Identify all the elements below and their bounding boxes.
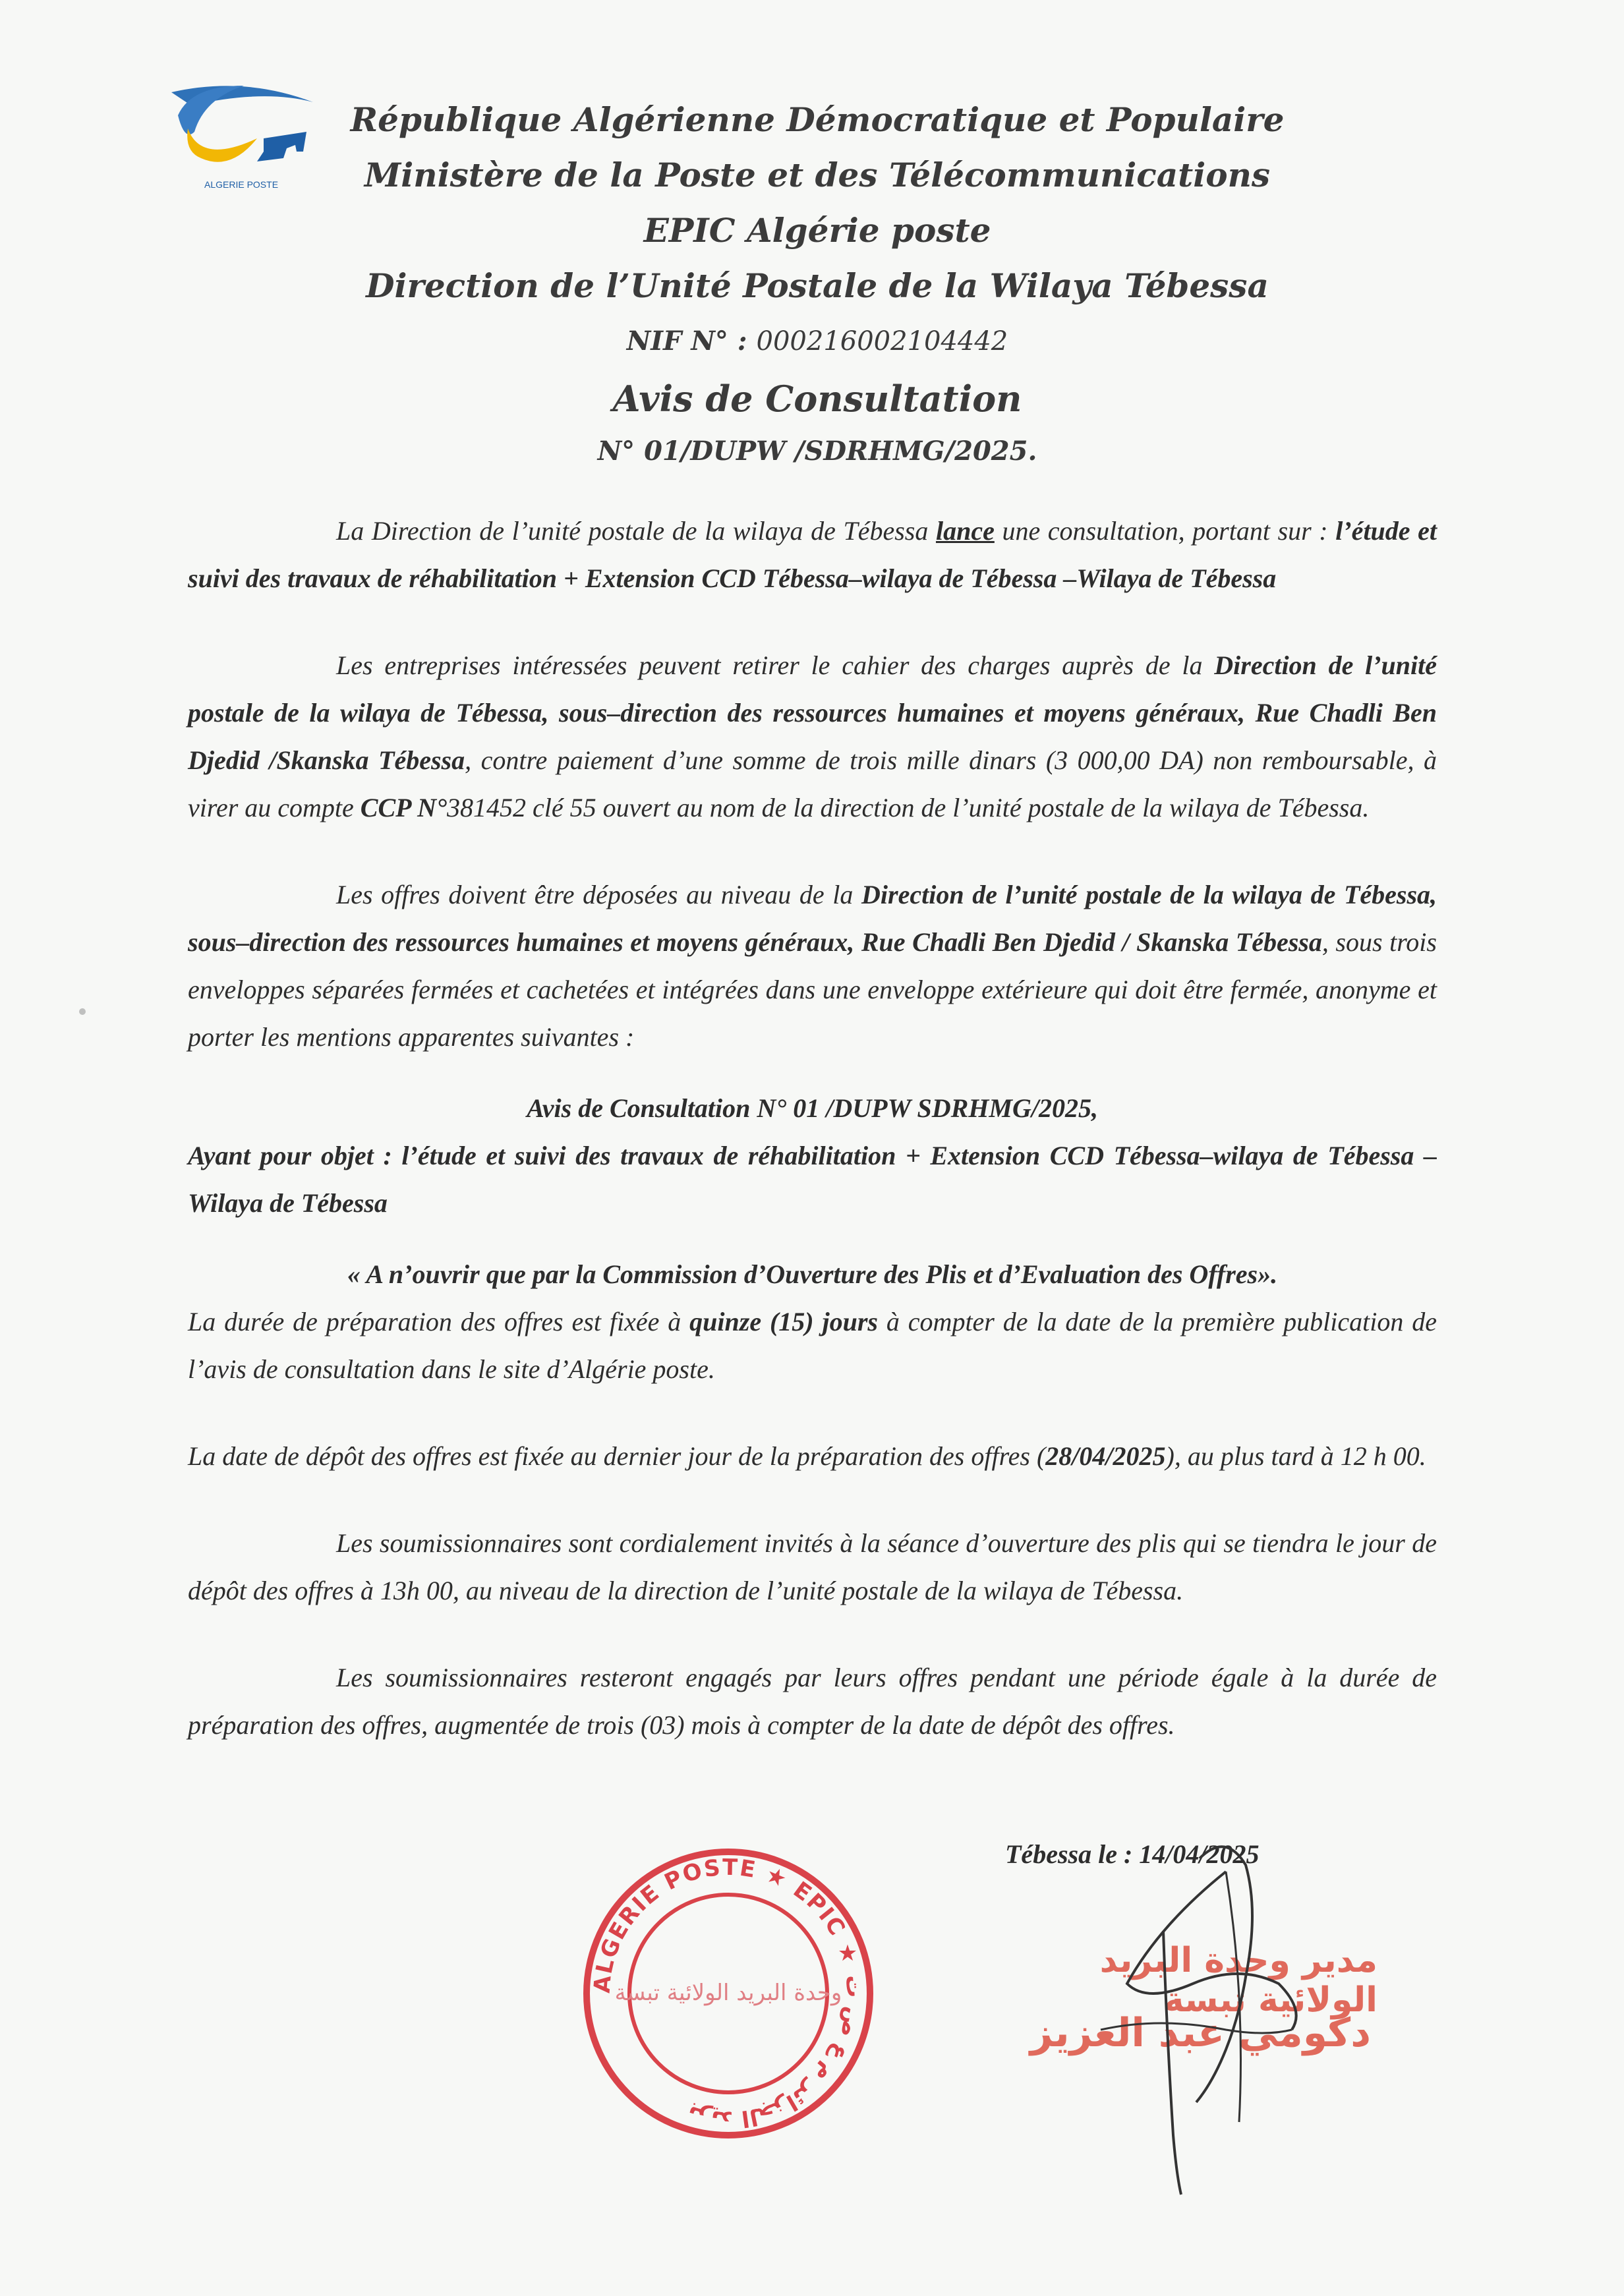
p2-text-c: 381452 clé 55 ouvert au nom de la direction de l’unité postale de la wilaya de Tébessa. [446, 793, 1370, 822]
nif-value: 000216002104442 [756, 326, 1008, 357]
nif-line [277, 314, 1358, 369]
p3-text-b: , sous trois enveloppes séparées fermées et cachetées et intégrées dans une enveloppe extérieure qui doit être fermée, anonyme et porter les mentions apparentes suivantes : [188, 927, 1437, 1052]
mention-ref-text: Avis de Consultation N° 01 /DUPW SDRHMG/2025, [527, 1093, 1098, 1123]
paragraph-2 [188, 642, 1437, 832]
official-stamp [580, 1845, 877, 2142]
p3-address: Direction de l’unité postale de la wilaya de Tébessa, sous–direction des ressources humaines et moyens généraux, Rue Chadli Ben Djedid / Skanska Tébessa [188, 880, 1437, 957]
paragraph-4 [188, 1298, 1437, 1393]
p1-text-a: La Direction de l’unité postale de la wilaya de Tébessa [336, 516, 929, 546]
document-body [188, 507, 1437, 1749]
mention-reference [188, 1085, 1437, 1132]
paragraph-5 [188, 1433, 1437, 1480]
logo-text: ALGERIE POSTE [204, 179, 279, 190]
place-date: Tébessa le : 14/04/2025 [1005, 1839, 1260, 1869]
mention-obj-text: Ayant pour objet : l’étude et suivi des travaux de réhabilitation + Extension CCD Tébessa–wilaya de Tébessa –Wilaya de Tébessa [188, 1141, 1437, 1218]
p1-lance: lance [935, 516, 995, 546]
consultation-reference: N° 01/DUPW /SDRHMG/2025. [597, 436, 1037, 467]
ministry-line: Ministère de la Poste et des Télécommunications [364, 156, 1271, 194]
p5-deadline: 28/04/2025 [1045, 1441, 1166, 1471]
p2-text-a: Les entreprises intéressées peuvent retirer le cahier des charges auprès de la [336, 650, 1203, 680]
republic-line: République Algérienne Démocratique et Populaire [350, 100, 1285, 139]
p2-text-b: , contre paiement d’une somme de trois mille dinars (3 000,00 DA) non remboursable, à virer au compte [188, 745, 1437, 822]
stamp-inner-text: وحدة البريد الولائية تبسة [614, 1980, 842, 2006]
stamp-outer-text: ALGERIE POSTE ★ EPIC ★ بريد الجزائر م ع ص ت [589, 1854, 868, 2133]
p4-text-b: à compter de la date de la première publication de l’avis de consultation dans le site d’Algérie poste. [188, 1307, 1437, 1384]
nif-label: NIF N° : [626, 326, 747, 357]
arabic-title: مدير وحدة البريد الولائية تبسة [1099, 1941, 1378, 2020]
p4-text-a: La durée de préparation des offres est fixée à [188, 1307, 682, 1336]
p1-subject: l’étude et suivi des travaux de réhabilitation + Extension CCD Tébessa–wilaya de Tébessa –Wilaya de Tébessa [188, 516, 1437, 593]
p2-address: Direction de l’unité postale de la wilaya de Tébessa, sous–direction des ressources humaines et moyens généraux, Rue Chadli Ben Djedid /Skanska Tébessa [188, 650, 1437, 775]
document-title: Avis de Consultation [612, 378, 1022, 420]
mention-quote-text: « A n’ouvrir que par la Commission d’Ouverture des Plis et d’Evaluation des Offres». [347, 1259, 1278, 1289]
mention-object [188, 1132, 1437, 1227]
p5-text-b: ), au plus tard à 12 h 00. [1165, 1441, 1426, 1471]
paragraph-6: Les soumissionnaires sont cordialement invités à la séance d’ouverture des plis qui se tiendra le jour de dépôt des offres à 13h 00, au niveau de la direction de l’unité postale de la wilaya de Tébessa. [188, 1528, 1437, 1605]
p5-text-a: La date de dépôt des offres est fixée au dernier jour de la préparation des offres ( [188, 1441, 1046, 1471]
paragraph-7: Les soumissionnaires resteront engagés par leurs offres pendant une période égale à la durée de préparation des offres, augmentée de trois (03) mois à compter de la date de dépôt des offres. [188, 1663, 1437, 1740]
epic-line: EPIC Algérie poste [643, 211, 991, 250]
p3-text-a: Les offres doivent être déposées au niveau de la [336, 880, 854, 909]
mention-quote [188, 1251, 1437, 1298]
direction-line: Direction de l’Unité Postale de la Wilaya Tébessa [366, 266, 1269, 305]
p4-duration: quinze (15) jours [689, 1307, 878, 1336]
p2-ccp: CCP N° [360, 793, 447, 822]
paragraph-1 [188, 507, 1437, 602]
handwritten-signature [1028, 1832, 1397, 2201]
paper-mark [79, 1008, 86, 1015]
document-header [277, 92, 1358, 474]
arabic-name: دكومي عبد العزيز [1030, 2010, 1371, 2056]
p1-text-b: une consultation, portant sur : [1002, 516, 1328, 546]
paragraph-3 [188, 871, 1437, 1061]
